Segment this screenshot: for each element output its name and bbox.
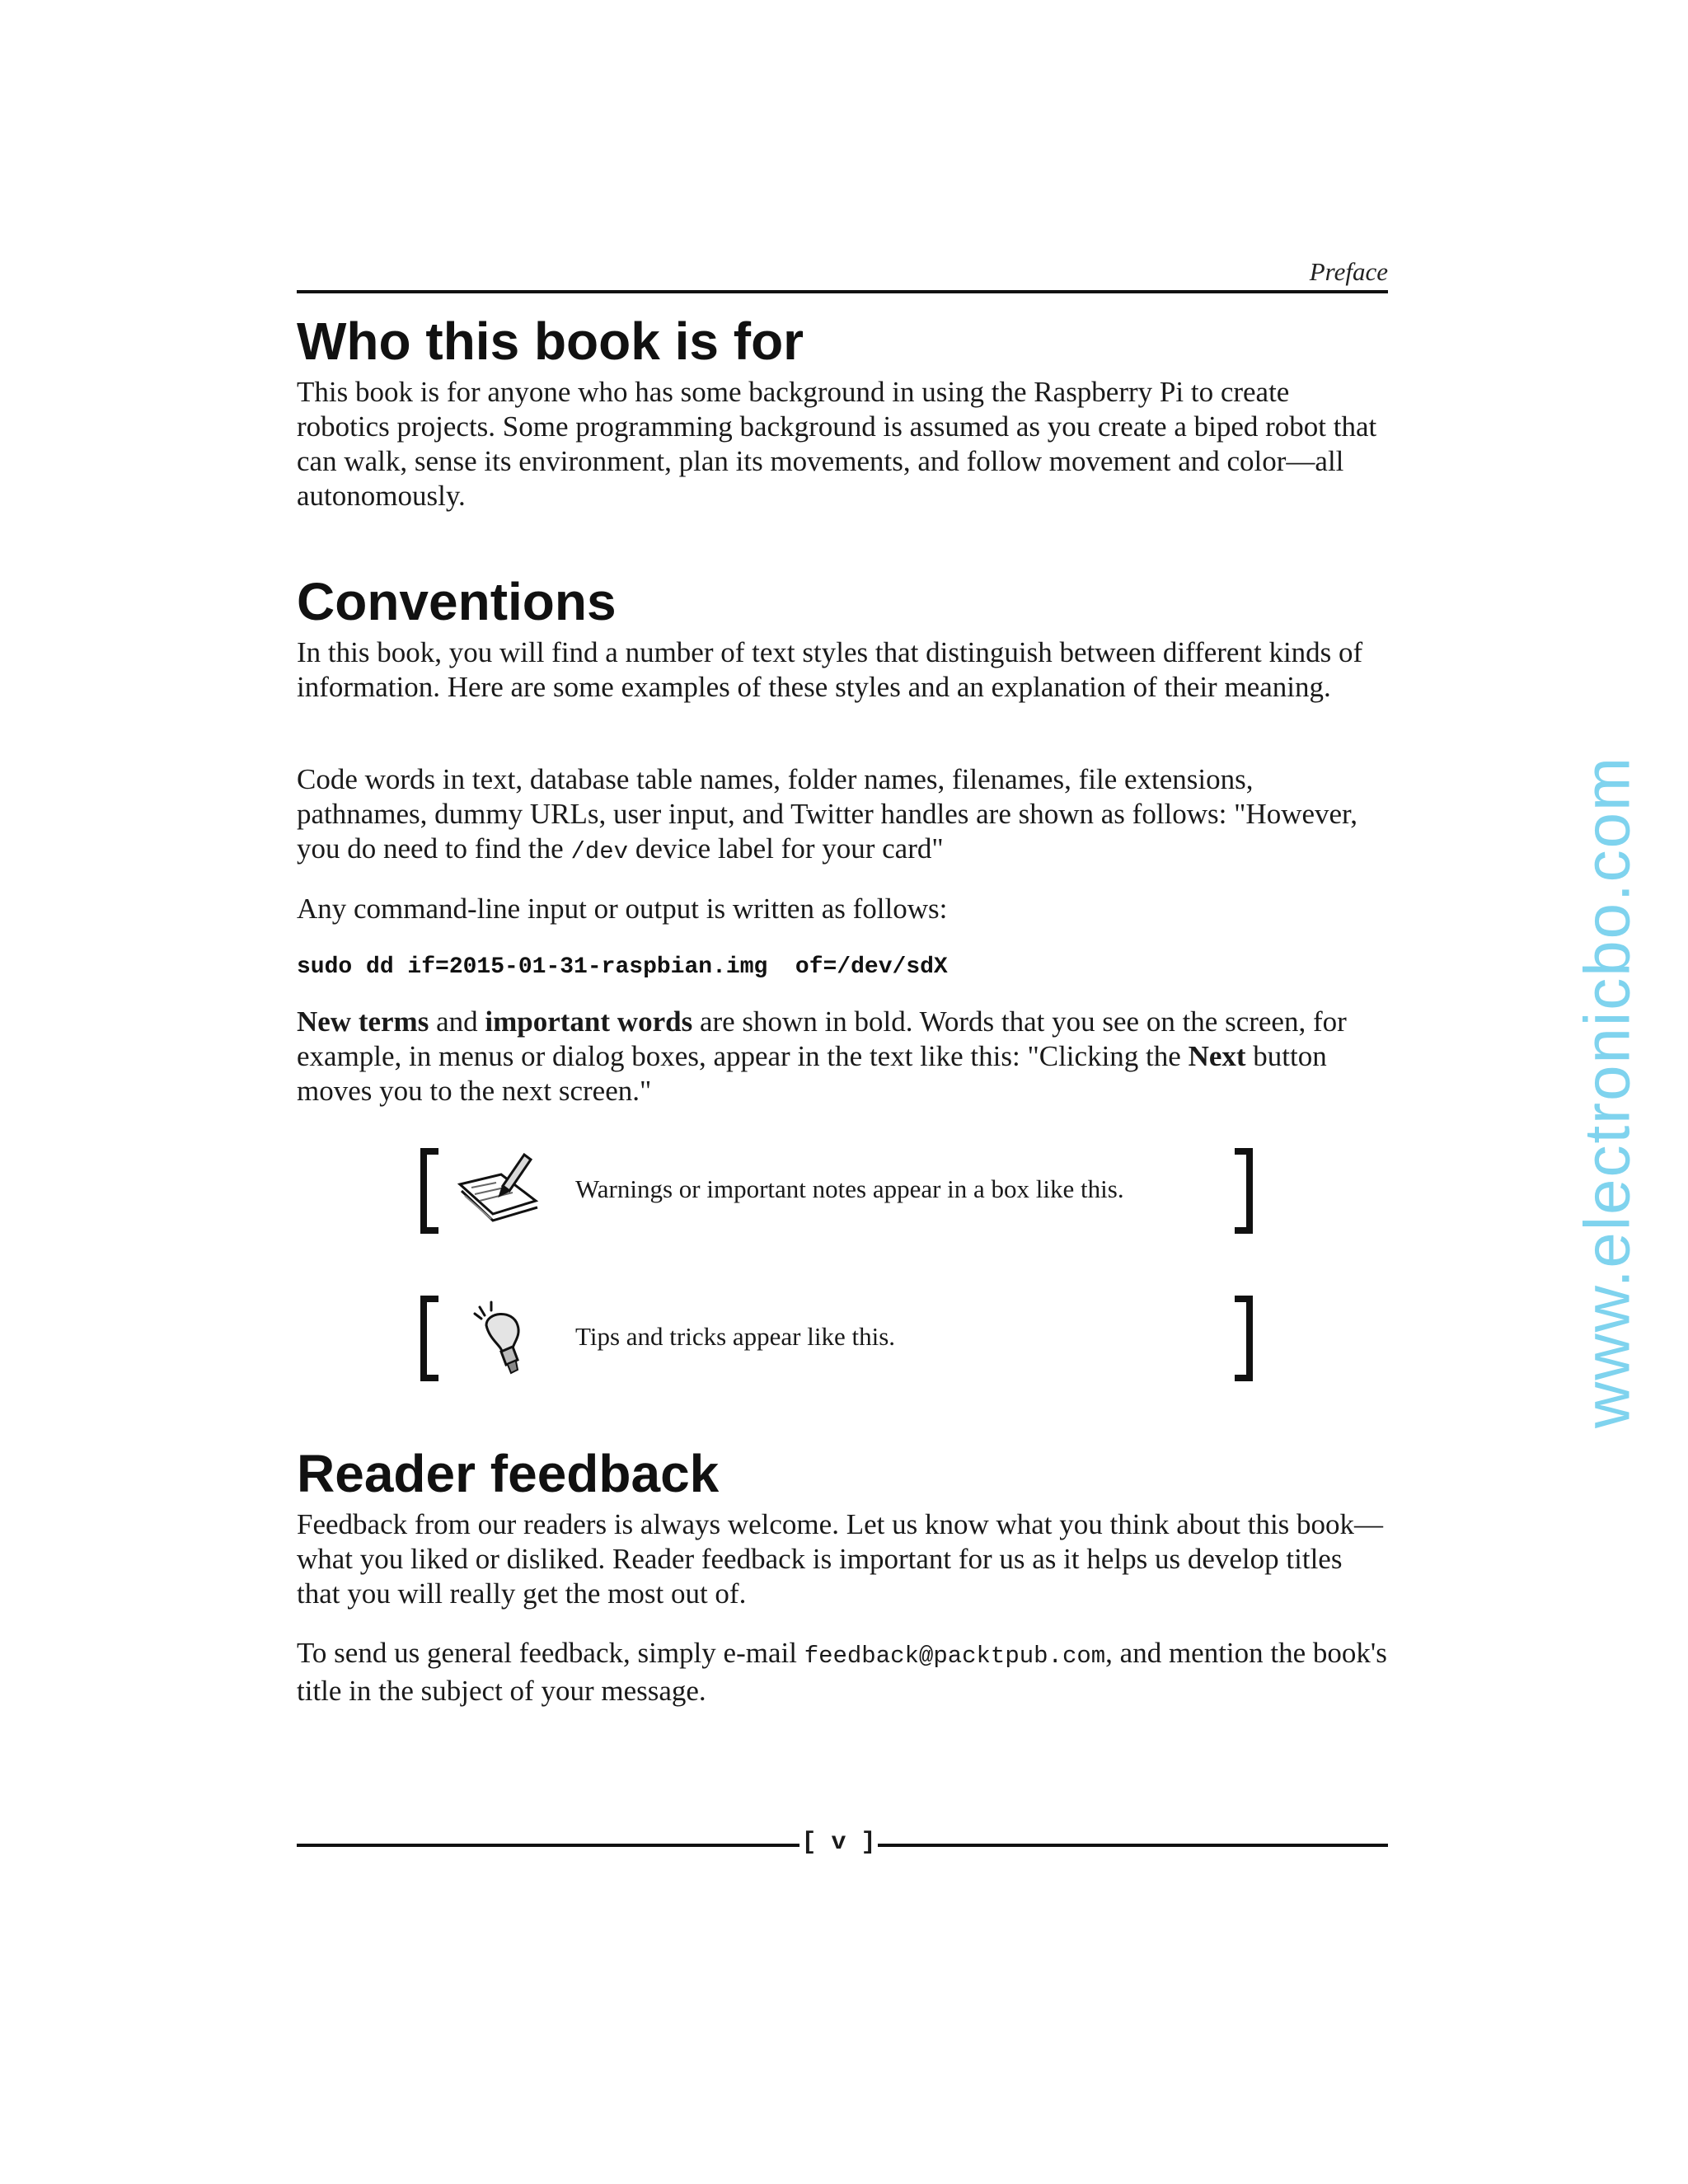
inline-code-email: feedback@packtpub.com	[804, 1643, 1106, 1670]
command-line-example: sudo dd if=2015-01-31-raspbian.img of=/dev/sdX	[297, 954, 948, 980]
section-title-conventions: Conventions	[297, 572, 617, 631]
feedback-p2-text-b: , and mention the book's title in the subject of your message.	[297, 1637, 1387, 1707]
note-left-bracket	[420, 1148, 438, 1234]
feedback-p2-text-a: To send us general feedback, simply e-mail	[297, 1637, 804, 1669]
lightbulb-icon	[453, 1297, 544, 1380]
conventions-p4-text-c: button moves you to the next screen."	[297, 1040, 1327, 1107]
conventions-paragraph-2	[297, 762, 1388, 869]
conventions-p2-text-a: Code words in text, database table names, folder names, filenames, file extensions, pathnames, dummy URLs, user input, and Twitter handles are shown as follows: "However, you do need to find the	[297, 763, 1358, 865]
header-rule	[297, 290, 1388, 293]
bold-new-terms: New terms	[297, 1005, 429, 1038]
page-number: [ v ]	[801, 1829, 876, 1857]
tip-left-bracket	[420, 1296, 438, 1381]
feedback-paragraph-2	[297, 1636, 1388, 1708]
inline-code-dev: /dev	[570, 838, 629, 865]
conventions-paragraph-4	[297, 1005, 1388, 1108]
conventions-p4-text-b: are shown in bold. Words that you see on the screen, for example, in menus or dialog boxes, appear in the text like this: "Clicking the	[297, 1005, 1347, 1072]
tip-callout	[420, 1296, 1253, 1386]
conventions-paragraph-1: In this book, you will find a number of text styles that distinguish between different kinds of information. Here are some examples of these styles and an explanation of their meaning.	[297, 636, 1363, 703]
note-callout	[420, 1148, 1253, 1239]
watermark-text: www.electronicbo.com	[1570, 756, 1643, 1428]
section-title-feedback: Reader feedback	[297, 1444, 720, 1503]
section-title-who: Who this book is for	[297, 312, 804, 371]
footer-rule-left	[297, 1844, 799, 1847]
bold-next: Next	[1188, 1040, 1246, 1072]
conventions-paragraph-3: Any command-line input or output is written as follows:	[297, 893, 948, 925]
bold-important-words: important words	[485, 1005, 693, 1038]
notes-paper-pencil-icon	[453, 1150, 544, 1232]
running-head: Preface	[1309, 257, 1388, 286]
tip-text: Tips and tricks appear like this.	[575, 1322, 896, 1351]
book-page	[297, 0, 1388, 2184]
who-paragraph: This book is for anyone who has some background in using the Raspberry Pi to create robotics projects. Some programming background is assumed as you create a biped robot that can walk, sense its environment, plan its movements, and follow movement and color—all autonomously.	[297, 376, 1377, 512]
conventions-p2-text-b: device label for your card"	[628, 832, 944, 865]
tip-right-bracket	[1235, 1296, 1253, 1381]
footer-rule-right	[878, 1844, 1388, 1847]
conventions-p4-text-a: and	[429, 1005, 485, 1038]
feedback-paragraph-1: Feedback from our readers is always welcome. Let us know what you think about this book—what you liked or disliked. Reader feedback is important for us as it helps us develop titles that you will really get the most out of.	[297, 1508, 1384, 1610]
note-right-bracket	[1235, 1148, 1253, 1234]
note-text: Warnings or important notes appear in a box like this.	[575, 1174, 1124, 1203]
